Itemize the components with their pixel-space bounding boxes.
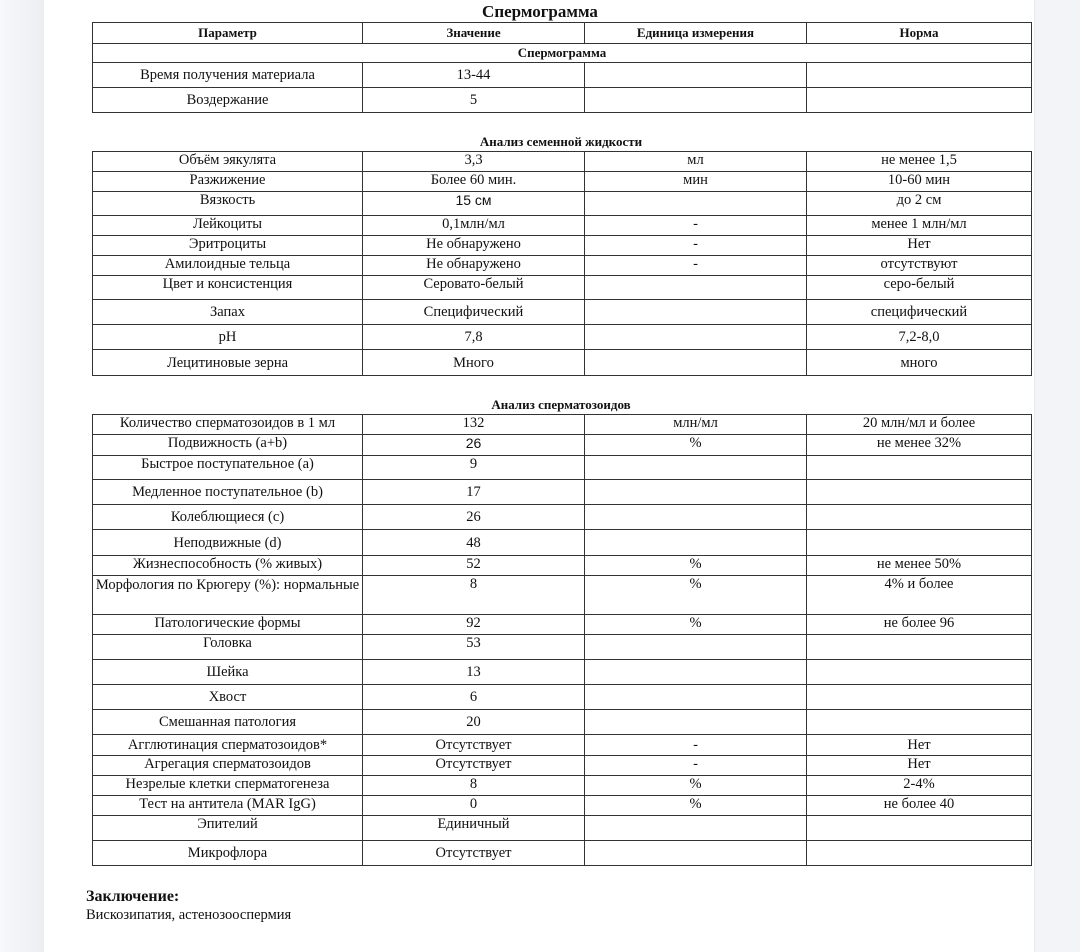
table-row bbox=[93, 816, 1032, 841]
unit-cell: - bbox=[585, 236, 807, 256]
unit-cell: % bbox=[585, 576, 807, 615]
table-row bbox=[93, 325, 1032, 350]
norm-cell: 20 млн/мл и более bbox=[807, 415, 1032, 435]
param-cell: Агрегация сперматозоидов bbox=[93, 756, 363, 776]
section-title-seminal-fluid: Анализ семенной жидкости bbox=[479, 134, 643, 149]
param-cell: Объём эякулята bbox=[93, 152, 363, 172]
unit-cell bbox=[585, 841, 807, 866]
norm-cell: не более 40 bbox=[807, 796, 1032, 816]
param-cell: Патологические формы bbox=[93, 615, 363, 635]
unit-cell bbox=[585, 63, 807, 88]
table-row bbox=[93, 350, 1032, 376]
norm-cell: не менее 32% bbox=[807, 435, 1032, 456]
value-cell: Не обнаружено bbox=[363, 236, 585, 256]
value-cell: Отсутствует bbox=[363, 841, 585, 866]
unit-cell: - bbox=[585, 735, 807, 756]
unit-cell bbox=[585, 635, 807, 660]
param-cell: Цвет и консистенция bbox=[93, 276, 363, 300]
param-cell: Хвост bbox=[93, 685, 363, 710]
unit-cell bbox=[585, 300, 807, 325]
table-row bbox=[93, 236, 1032, 256]
param-cell: Количество сперматозоидов в 1 мл bbox=[93, 415, 363, 435]
table-row bbox=[93, 505, 1032, 530]
norm-cell bbox=[807, 660, 1032, 685]
value-cell: 92 bbox=[363, 615, 585, 635]
table-row bbox=[93, 841, 1032, 866]
column-header-norm: Норма bbox=[807, 23, 1032, 44]
value-cell: Отсутствует bbox=[363, 756, 585, 776]
value-cell: 15 см bbox=[363, 192, 585, 216]
value-cell: 5 bbox=[363, 88, 585, 113]
table-row bbox=[93, 256, 1032, 276]
table-row bbox=[93, 776, 1032, 796]
value-cell: 13-44 bbox=[363, 63, 585, 88]
norm-cell bbox=[807, 63, 1032, 88]
param-cell: Лейкоциты bbox=[93, 216, 363, 236]
unit-cell bbox=[585, 660, 807, 685]
value-cell: Отсутствует bbox=[363, 735, 585, 756]
param-cell: Время получения материала bbox=[93, 63, 363, 88]
unit-cell: млн/мл bbox=[585, 415, 807, 435]
table-row bbox=[93, 710, 1032, 735]
value-cell: 52 bbox=[363, 556, 585, 576]
param-cell: Эритроциты bbox=[93, 236, 363, 256]
value-cell: 13 bbox=[363, 660, 585, 685]
value-cell: 132 bbox=[363, 415, 585, 435]
table-row bbox=[93, 530, 1032, 556]
norm-cell: Нет bbox=[807, 236, 1032, 256]
unit-cell bbox=[585, 325, 807, 350]
value-cell: 7,8 bbox=[363, 325, 585, 350]
table-row bbox=[93, 635, 1032, 660]
param-cell: Медленное поступательное (b) bbox=[93, 480, 363, 505]
param-cell: Колеблющиеся (c) bbox=[93, 505, 363, 530]
section-title-sperm-analysis: Анализ сперматозоидов bbox=[491, 397, 631, 412]
value-cell: 9 bbox=[363, 456, 585, 480]
param-cell: Эпителий bbox=[93, 816, 363, 841]
norm-cell: до 2 см bbox=[807, 192, 1032, 216]
norm-cell bbox=[807, 505, 1032, 530]
param-cell: pH bbox=[93, 325, 363, 350]
unit-cell bbox=[585, 710, 807, 735]
param-cell: Лецитиновые зерна bbox=[93, 350, 363, 376]
norm-cell: много bbox=[807, 350, 1032, 376]
unit-cell: % bbox=[585, 556, 807, 576]
conclusion-title: Заключение: bbox=[86, 888, 180, 905]
norm-cell: не менее 50% bbox=[807, 556, 1032, 576]
norm-cell: 7,2-8,0 bbox=[807, 325, 1032, 350]
norm-cell: Нет bbox=[807, 756, 1032, 776]
norm-cell: 2-4% bbox=[807, 776, 1032, 796]
norm-cell bbox=[807, 841, 1032, 866]
table-row bbox=[93, 300, 1032, 325]
value-cell: 26 bbox=[363, 435, 585, 456]
norm-cell bbox=[807, 480, 1032, 505]
table-row bbox=[93, 435, 1032, 456]
table-row bbox=[93, 216, 1032, 236]
norm-cell bbox=[807, 88, 1032, 113]
value-cell: Много bbox=[363, 350, 585, 376]
document-title: Спермограмма bbox=[482, 2, 598, 21]
value-cell: Не обнаружено bbox=[363, 256, 585, 276]
norm-cell: 10-60 мин bbox=[807, 172, 1032, 192]
unit-cell bbox=[585, 480, 807, 505]
param-cell: Жизнеспособность (% живых) bbox=[93, 556, 363, 576]
unit-cell: мин bbox=[585, 172, 807, 192]
unit-cell: % bbox=[585, 776, 807, 796]
table-row bbox=[93, 192, 1032, 216]
value-cell: 3,3 bbox=[363, 152, 585, 172]
param-cell: Смешанная патология bbox=[93, 710, 363, 735]
column-header-parameter: Параметр bbox=[93, 23, 363, 44]
param-cell: Тест на антитела (MAR IgG) bbox=[93, 796, 363, 816]
param-cell: Быстрое поступательное (a) bbox=[93, 456, 363, 480]
section-title-spermogram: Спермограмма bbox=[93, 44, 1032, 63]
unit-cell: - bbox=[585, 756, 807, 776]
table-header-row bbox=[93, 23, 1032, 44]
norm-cell: серо-белый bbox=[807, 276, 1032, 300]
norm-cell: Нет bbox=[807, 735, 1032, 756]
value-cell: 6 bbox=[363, 685, 585, 710]
table-row bbox=[93, 615, 1032, 635]
value-cell: 53 bbox=[363, 635, 585, 660]
value-cell: 26 bbox=[363, 505, 585, 530]
table-row bbox=[93, 172, 1032, 192]
right-margin bbox=[1034, 0, 1080, 952]
unit-cell bbox=[585, 350, 807, 376]
norm-cell bbox=[807, 685, 1032, 710]
unit-cell: % bbox=[585, 615, 807, 635]
table-row bbox=[93, 63, 1032, 88]
table-row bbox=[93, 576, 1032, 615]
unit-cell bbox=[585, 456, 807, 480]
unit-cell: % bbox=[585, 796, 807, 816]
norm-cell: не более 96 bbox=[807, 615, 1032, 635]
left-margin bbox=[0, 0, 44, 952]
table-row bbox=[93, 88, 1032, 113]
value-cell: 0,1млн/мл bbox=[363, 216, 585, 236]
table-row bbox=[93, 735, 1032, 756]
param-cell: Шейка bbox=[93, 660, 363, 685]
param-cell: Вязкость bbox=[93, 192, 363, 216]
table-row bbox=[93, 456, 1032, 480]
table-seminal-fluid bbox=[92, 151, 1032, 376]
param-cell: Запах bbox=[93, 300, 363, 325]
norm-cell: отсутствуют bbox=[807, 256, 1032, 276]
unit-cell bbox=[585, 816, 807, 841]
param-cell: Микрофлора bbox=[93, 841, 363, 866]
param-cell: Головка bbox=[93, 635, 363, 660]
conclusion-text: Вискозипатия, астенозооспермия bbox=[86, 907, 292, 923]
norm-cell: специфический bbox=[807, 300, 1032, 325]
norm-cell bbox=[807, 816, 1032, 841]
param-cell: Морфология по Крюгеру (%): нормальные bbox=[93, 576, 363, 615]
param-cell: Амилоидные тельца bbox=[93, 256, 363, 276]
value-cell: 8 bbox=[363, 576, 585, 615]
norm-cell: не менее 1,5 bbox=[807, 152, 1032, 172]
param-cell: Подвижность (a+b) bbox=[93, 435, 363, 456]
unit-cell: - bbox=[585, 256, 807, 276]
table-row bbox=[93, 556, 1032, 576]
unit-cell bbox=[585, 88, 807, 113]
table-row bbox=[93, 276, 1032, 300]
param-cell: Воздержание bbox=[93, 88, 363, 113]
table-row bbox=[93, 756, 1032, 776]
norm-cell: 4% и более bbox=[807, 576, 1032, 615]
unit-cell bbox=[585, 505, 807, 530]
unit-cell bbox=[585, 530, 807, 556]
value-cell: Специфический bbox=[363, 300, 585, 325]
column-header-unit: Единица измерения bbox=[585, 23, 807, 44]
table-row bbox=[93, 480, 1032, 505]
table-row bbox=[93, 660, 1032, 685]
table-sperm-analysis bbox=[92, 414, 1032, 866]
unit-cell: % bbox=[585, 435, 807, 456]
param-cell: Незрелые клетки сперматогенеза bbox=[93, 776, 363, 796]
table-row bbox=[93, 685, 1032, 710]
norm-cell bbox=[807, 456, 1032, 480]
section-row bbox=[93, 44, 1032, 63]
value-cell: 17 bbox=[363, 480, 585, 505]
norm-cell: менее 1 млн/мл bbox=[807, 216, 1032, 236]
norm-cell bbox=[807, 710, 1032, 735]
value-cell: 8 bbox=[363, 776, 585, 796]
unit-cell: мл bbox=[585, 152, 807, 172]
value-cell: Серовато-белый bbox=[363, 276, 585, 300]
table-row bbox=[93, 415, 1032, 435]
param-cell: Неподвижные (d) bbox=[93, 530, 363, 556]
column-header-value: Значение bbox=[363, 23, 585, 44]
unit-cell bbox=[585, 192, 807, 216]
param-cell: Агглютинация сперматозоидов* bbox=[93, 735, 363, 756]
unit-cell bbox=[585, 685, 807, 710]
table-row bbox=[93, 796, 1032, 816]
value-cell: 0 bbox=[363, 796, 585, 816]
value-cell: 20 bbox=[363, 710, 585, 735]
value-cell: Единичный bbox=[363, 816, 585, 841]
value-cell: Более 60 мин. bbox=[363, 172, 585, 192]
unit-cell: - bbox=[585, 216, 807, 236]
param-cell: Разжижение bbox=[93, 172, 363, 192]
unit-cell bbox=[585, 276, 807, 300]
norm-cell bbox=[807, 530, 1032, 556]
norm-cell bbox=[807, 635, 1032, 660]
table-row bbox=[93, 152, 1032, 172]
table-spermogram-general bbox=[92, 22, 1032, 113]
value-cell: 48 bbox=[363, 530, 585, 556]
